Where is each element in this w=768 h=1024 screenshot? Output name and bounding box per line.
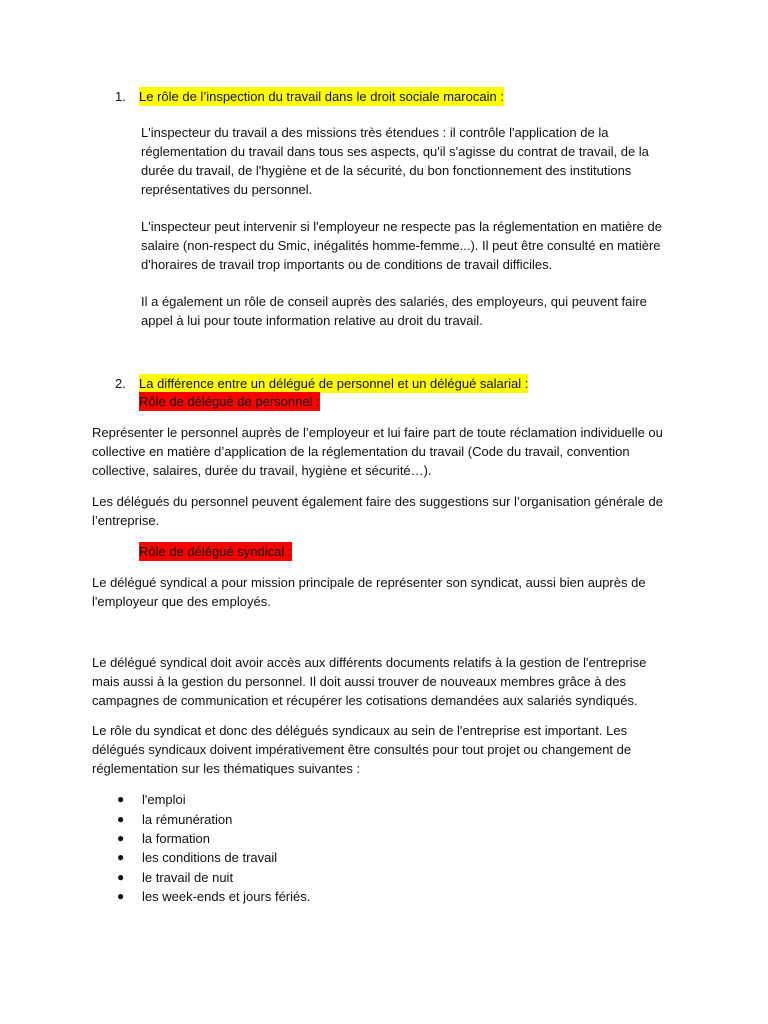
text-line: durée du travail, de l'hygiène et de la sécurité, du bon fonctionnement des institutions xyxy=(141,163,632,178)
text-line: salaire (non-respect du Smic, inégalités homme-femme...). Il peut être consulté en matière xyxy=(141,238,661,253)
list-item-text: les conditions de travail xyxy=(142,850,278,865)
bullet-icon: ● xyxy=(117,812,125,826)
text-line: réglementation du travail dans tous ses aspects, qu'il s'agisse du contrat de travail, de la xyxy=(141,144,649,159)
text-line: campagnes de communication et récupérer les cotisations demandées aux salariés syndiqués. xyxy=(92,693,638,708)
text-line: représentatives du personnel. xyxy=(141,182,313,197)
list-item-text: la rémunération xyxy=(142,812,233,827)
text-line: appel à lui pour toute information relative au droit du travail. xyxy=(141,313,483,328)
section-1-heading: Le rôle de l’inspection du travail dans le droit sociale marocain : xyxy=(139,89,504,104)
text-line: l’entreprise. xyxy=(92,513,160,528)
text-line: d'horaires de travail trop importants ou de conditions de travail difficiles. xyxy=(141,257,553,272)
bullet-icon: ● xyxy=(117,889,125,903)
list-item-text: les week-ends et jours fériés. xyxy=(142,889,311,904)
text-line: L'inspecteur du travail a des missions très étendues : il contrôle l'application de la xyxy=(141,125,609,140)
bullet-icon: ● xyxy=(117,850,125,864)
subheading-delegue-personnel: Rôle de délégué de personnel : xyxy=(139,394,320,409)
bullet-icon: ● xyxy=(117,831,125,845)
text-line: Le délégué syndical doit avoir accès aux différents documents relatifs à la gestion de l'entreprise xyxy=(92,655,647,670)
text-line: Le délégué syndical a pour mission principale de représenter son syndicat, aussi bien auprès de xyxy=(92,575,646,590)
text-line: Il a également un rôle de conseil auprès des salariés, des employeurs, qui peuvent faire xyxy=(141,294,647,309)
section-1-number: 1. xyxy=(115,89,126,104)
section-2-number: 2. xyxy=(115,376,126,391)
text-line: Les délégués du personnel peuvent également faire des suggestions sur l’organisation générale de xyxy=(92,494,663,509)
text-line: collective en matière d’application de la réglementation du travail (Code du travail, convention xyxy=(92,444,630,459)
text-line: l'employeur que des employés. xyxy=(92,594,271,609)
text-line: délégués syndicaux doivent impérativement être consultés pour tout projet ou changement de xyxy=(92,742,632,757)
bullet-icon: ● xyxy=(117,870,125,884)
text-line: collective, salaires, durée du travail, hygiène et sécurité…). xyxy=(92,463,432,478)
text-line: Représenter le personnel auprès de l’employeur et lui faire part de toute réclamation individuelle ou xyxy=(92,425,663,440)
text-line: mais aussi à la gestion du personnel. Il doit aussi trouver de nouveaux membres grâce à des xyxy=(92,674,627,689)
text-line: L'inspecteur peut intervenir si l'employeur ne respecte pas la réglementation en matière de xyxy=(141,219,662,234)
text-line: réglementation sur les thématiques suivantes : xyxy=(92,761,361,776)
section-2-heading: La différence entre un délégué de personnel et un délégué salarial : xyxy=(139,376,529,391)
text-line: Le rôle du syndicat et donc des délégués syndicaux au sein de l'entreprise est important. Les xyxy=(92,723,628,738)
list-item-text: la formation xyxy=(142,831,210,846)
subheading-delegue-syndical: Rôle de délégué syndical : xyxy=(139,544,292,559)
bullet-icon: ● xyxy=(117,792,125,806)
list-item-text: l'emploi xyxy=(142,792,186,807)
list-item-text: le travail de nuit xyxy=(142,870,234,885)
